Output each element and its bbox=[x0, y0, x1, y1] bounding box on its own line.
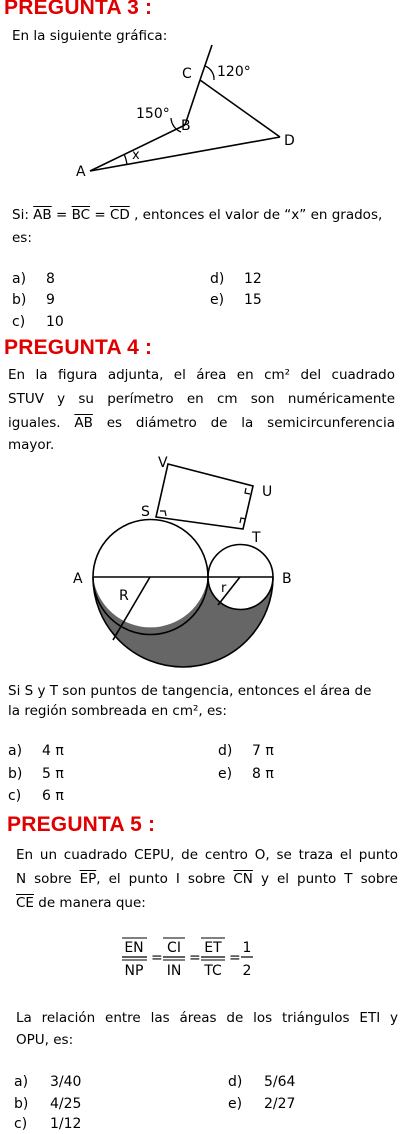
q5-frac4-num: 1 bbox=[242, 940, 252, 956]
q3-cond-suffix: , entonces el valor de “x” en grados, bbox=[134, 207, 383, 223]
q4-option-a: a) 4 π bbox=[8, 743, 64, 759]
q3-eq-1: = bbox=[55, 207, 68, 223]
q3-angle-120: 120° bbox=[217, 64, 251, 80]
q5-frac3-num: ET bbox=[204, 940, 222, 956]
q4-option-c: c) 6 π bbox=[8, 788, 64, 804]
q5-rel2: OPU, es: bbox=[16, 1032, 74, 1048]
q4-label-t: T bbox=[252, 530, 261, 546]
q4-label-s: S bbox=[141, 504, 150, 520]
q4-line3: iguales. $\overline{AB}$ es diámetro de la semicircunferencia bbox=[8, 415, 395, 431]
q3-condition bbox=[12, 205, 398, 225]
q4-header: PREGUNTA 4 : bbox=[4, 336, 153, 359]
q5-option-b: b) 4/25 bbox=[14, 1096, 82, 1112]
q5-option-e: e) 2/27 bbox=[228, 1096, 296, 1112]
q4-label-r-small: r bbox=[221, 581, 227, 596]
q3-seg-bc: $\overline{BC}$ bbox=[71, 207, 91, 223]
q4-option-b: b) 5 π bbox=[8, 766, 64, 782]
q4-line4: mayor. bbox=[8, 437, 55, 453]
q5-option-a: a) 3/40 bbox=[14, 1074, 82, 1090]
q3-label-d: D bbox=[284, 133, 295, 149]
q5-seg-cn: $\overline{CN}$ bbox=[233, 871, 253, 887]
q5-line3: $\overline{CE}$ de manera que: bbox=[16, 895, 146, 911]
q3-option-d: d) 12 bbox=[210, 271, 262, 287]
q3-eq-2: = bbox=[94, 207, 106, 223]
q5-line2: N sobre $\overline{EP}$, el punto I sobre $\overline{CN}$ y el punto T sobre bbox=[16, 871, 398, 887]
q4-tail2: la región sombreada en cm², es: bbox=[8, 703, 227, 719]
q3-angle-150: 150° bbox=[136, 106, 170, 122]
q5-eq-1: = bbox=[151, 950, 163, 966]
q4-line1: En la figura adjunta, el área en cm² del cuadrado bbox=[8, 367, 395, 383]
q5-option-d: d) 5/64 bbox=[228, 1074, 296, 1090]
q3-option-b: b) 9 bbox=[12, 292, 55, 308]
q5-option-c: c) 1/12 bbox=[14, 1116, 82, 1132]
q4-option-d: d) 7 π bbox=[218, 743, 274, 759]
q3-triangle-figure bbox=[0, 40, 400, 230]
q4-label-b: B bbox=[282, 571, 292, 587]
q5-frac2-num: CI bbox=[167, 940, 181, 956]
q5-frac1-den: NP bbox=[124, 963, 144, 979]
q3-cond-prefix: Si: bbox=[12, 207, 29, 223]
q4-option-e: e) 8 π bbox=[218, 766, 274, 782]
q3-seg-ab: $\overline{AB}$ bbox=[33, 207, 52, 223]
q4-line2: STUV y su perímetro en cm son numéricamente bbox=[8, 391, 395, 407]
q5-line1: En un cuadrado CEPU, de centro O, se traza el punto bbox=[16, 847, 398, 863]
q5-header: PREGUNTA 5 : bbox=[7, 813, 156, 836]
q4-seg-ab: $\overline{AB}$ bbox=[74, 415, 93, 431]
q4-circles-figure bbox=[0, 452, 400, 682]
q4-label-u: U bbox=[262, 484, 273, 500]
q4-label-a: A bbox=[73, 571, 83, 587]
q5-fraction-equation bbox=[118, 934, 278, 984]
q3-seg-cd: $\overline{CD}$ bbox=[109, 207, 130, 223]
q3-label-b: B bbox=[181, 118, 191, 134]
q3-label-a: A bbox=[76, 164, 86, 180]
q3-option-e: e) 15 bbox=[210, 292, 262, 308]
q5-rel1: La relación entre las áreas de los triángulos ETI y bbox=[16, 1010, 398, 1026]
q5-seg-ce: $\overline{CE}$ bbox=[16, 895, 34, 911]
q3-option-c: c) 10 bbox=[12, 314, 64, 330]
q5-eq-2: = bbox=[189, 950, 201, 966]
q3-cond-line2: es: bbox=[12, 230, 32, 246]
q5-frac4-den: 2 bbox=[242, 963, 252, 979]
q4-label-r-big: R bbox=[119, 588, 129, 604]
q5-frac1-num: EN bbox=[124, 940, 144, 956]
q3-label-x: x bbox=[132, 148, 140, 163]
q3-header: PREGUNTA 3 : bbox=[4, 0, 153, 19]
q5-seg-ep: $\overline{EP}$ bbox=[79, 871, 97, 887]
q4-tail1: Si S y T son puntos de tangencia, entonces el área de bbox=[8, 683, 372, 699]
q3-intro: En la siguiente gráfica: bbox=[12, 28, 168, 44]
q5-frac3-den: TC bbox=[204, 963, 222, 979]
q4-label-v: V bbox=[158, 455, 168, 471]
q3-option-a: a) 8 bbox=[12, 271, 55, 287]
q5-eq-3: = bbox=[229, 950, 241, 966]
q5-frac2-den: IN bbox=[166, 963, 182, 979]
q3-label-c: C bbox=[182, 66, 192, 82]
